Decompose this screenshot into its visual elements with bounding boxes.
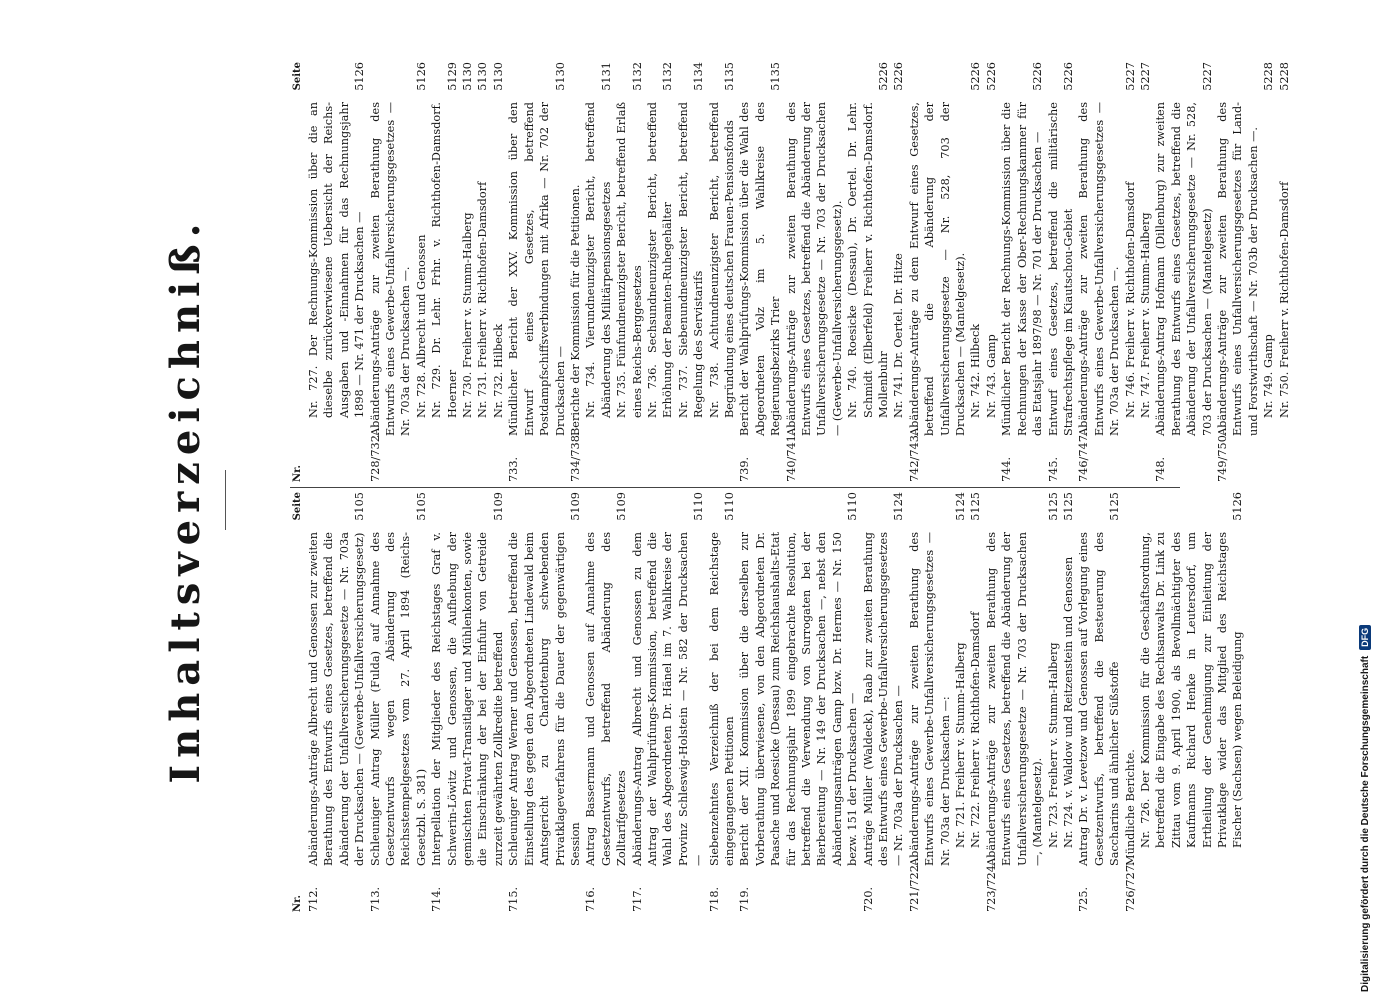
entry-text: Bericht der Wahlprüfungs-Kommission über die Wahl des Abgeordneten Volz im 5. Wahlkreise des Regierungsbezirks Trier xyxy=(738,102,783,436)
toc-entry xyxy=(999,62,1045,482)
entry-text: Nr. 722. Freiherr v. Richthofen-Damsdorf xyxy=(969,611,983,848)
toc-entry xyxy=(1076,492,1122,912)
entry-text: Nr. 742. Hilbeck xyxy=(969,323,983,418)
entry-text: Nr. 740. Roesicke (Dessau), Dr. Oertel. Dr. Lehr. Schmidt (Elberfeld) Freiherr v. Richthofen-Damsdorf. Mollenbuhr xyxy=(846,102,891,418)
toc-entry xyxy=(907,62,969,482)
toc-entry xyxy=(1123,62,1138,482)
entry-number: 721/722. xyxy=(907,861,921,912)
entry-page: 5130 xyxy=(491,62,505,91)
entry-number: 725. xyxy=(1077,886,1091,912)
entry-text: Nr. 746. Freiherr v. Richthofen-Damsdorf xyxy=(1123,181,1137,418)
entry-page: 5135 xyxy=(769,62,783,91)
toc-entry xyxy=(414,62,429,482)
entry-page: 5132 xyxy=(661,62,675,91)
toc-entry xyxy=(784,62,846,482)
number-header: Nr. xyxy=(292,895,303,912)
toc-entry xyxy=(1215,62,1261,482)
entry-text: Nr. 729. Dr. Lehr. Frhr. v. Richthofen-Damsdorf. Hoerner xyxy=(430,102,459,418)
entry-text: Nr. 743. Gamp xyxy=(984,334,998,418)
entry-text: Schleuniger Antrag Müller (Fulda) auf Annahme des Gesetzentwurfs wegen Abänderung des Reichsstempelgesetzes vom 27. April 1894 (Reichs-Gesetzbl. S. 381) xyxy=(368,532,428,866)
entry-text: Anträge Müller (Waldeck), Raab zur zweiten Berathung des Entwurfs eines Gewerbe-Unfallversicherungsgesetzes — Nr. 703a der Drucksachen — xyxy=(861,532,906,866)
entry-page: 5125 xyxy=(969,492,983,521)
entry-text: Nr. 724. v. Waldow und Reitzenstein und Genossen xyxy=(1061,556,1075,848)
title-rule xyxy=(225,470,226,530)
entry-page: 5105 xyxy=(414,492,428,521)
right-column xyxy=(290,62,1291,482)
entry-page: 5130 xyxy=(476,62,490,91)
entry-text: Mündlicher Bericht der Rechnungs-Kommission über die Rechnungen der Kasse der Ober-Rechnungskammer für das Etatsjahr 1897/98 — Nr. 701 der Drucksachen — xyxy=(1000,102,1045,436)
entry-text: Nr. 747. Freiherr v. Stumm-Halberg xyxy=(1138,212,1152,418)
entry-text: Nr. 730. Freiherr v. Stumm-Halberg xyxy=(461,212,475,418)
entry-text: Nr. 721. Freiherr v. Stumm-Halberg xyxy=(954,642,968,848)
entry-text: Abänderungs-Anträge zur zweiten Berathung des Entwurfs eines Unfallversicherungsgesetzes für Land- und Forstwirthschaft — Nr. 703b der Drucksachen —. xyxy=(1215,102,1260,436)
entry-text: Abänderungs-Antrag Albrecht und Genossen zu dem Antrag der Wahlprüfungs-Kommission, betreffend die Wahl des Abgeordneten Dr. Hänel im 7. Wahlkreise der Provinz Schleswig-Holstein — Nr. 582 der Drucksachen — xyxy=(630,532,706,866)
toc-entry xyxy=(968,492,983,912)
toc-entry xyxy=(737,492,860,912)
entry-page: 5135 xyxy=(722,62,736,91)
entry-text: Abänderungs-Anträge zu dem Entwurf eines Gesetzes, betreffend die Abänderung der Unfallversicherungsgesetze — Nr. 528, 703 der Drucksachen — (Mantelgesetz). xyxy=(907,102,968,436)
entry-text: Nr. 728. Albrecht und Genossen xyxy=(414,234,428,418)
entry-page: 5227 xyxy=(1123,62,1137,91)
entry-text: Schleuniger Antrag Werner und Genossen, betreffend die Einstellung des gegen den Abgeordneten Lindewald beim Amtsgericht zu Charlottenburg schwebenden Privatklageverfahrens für die Dauer der gegenwärtigen Session xyxy=(507,532,582,866)
entry-text: Abänderungs-Anträge zur zweiten Berathung des Entwurfs eines Gewerbe-Unfallversicherungsgesetzes — Nr. 703a der Drucksachen —. xyxy=(1077,102,1122,436)
entry-number: 713. xyxy=(368,886,382,912)
toc-entry xyxy=(861,492,907,912)
entry-page: 5125 xyxy=(1108,492,1122,521)
toc-entry xyxy=(1046,62,1077,482)
entry-number: 734/738. xyxy=(568,431,582,482)
entry-text: Nr. 735. Fünfundneunzigster Bericht, betreffend Erlaß eines Reichs-Berggesetzes xyxy=(615,102,644,418)
entry-text: Entwurf eines Gesetzes, betreffend die militärische Strafrechtspflege im Kiautschou-Gebiet xyxy=(1046,102,1075,436)
entry-number: 718. xyxy=(707,886,721,912)
entry-page: 5132 xyxy=(630,62,644,91)
entry-page: 5109 xyxy=(491,492,505,521)
toc-entry xyxy=(368,62,414,482)
entry-page: 5228 xyxy=(1277,62,1291,91)
entry-number: 748. xyxy=(1154,456,1168,482)
entry-text: Nr. 734. Vierundneunzigster Bericht, betreffend Abänderung des Militärpensionsgesetzes xyxy=(584,102,613,418)
entry-page: 5124 xyxy=(892,492,906,521)
toc-entry xyxy=(614,62,645,482)
entry-page: 5125 xyxy=(1061,492,1075,521)
entry-text: Mündlicher Bericht der XXV. Kommission über den Entwurf eines Gesetzes, betreffend Postdampfschiffsverbindungen mit Afrika — Nr. 702 der Drucksachen — xyxy=(507,102,567,436)
toc-entry xyxy=(907,492,953,912)
toc-entry xyxy=(676,62,707,482)
entry-number: 739. xyxy=(738,456,752,482)
entry-page: 5126 xyxy=(414,62,428,91)
entry-number: 716. xyxy=(584,886,598,912)
entry-text: Mündliche Berichte. xyxy=(1123,749,1137,866)
entry-number: 723/724. xyxy=(984,861,998,912)
entry-number: 717. xyxy=(630,886,644,912)
entry-page: 5110 xyxy=(692,492,706,521)
entry-page: 5226 xyxy=(969,62,983,91)
entry-number: 733. xyxy=(507,456,521,482)
entry-text: Nr. 750. Freiherr v. Richthofen-Damsdorf xyxy=(1277,181,1291,418)
toc-entry xyxy=(583,492,629,912)
toc-entry xyxy=(475,62,490,482)
toc-entry xyxy=(630,492,707,912)
entry-page: 5134 xyxy=(692,62,706,91)
entry-text: Berichte der Kommission für die Petitionen. xyxy=(568,184,582,436)
entry-text: Abänderungs-Anträge zur zweiten Berathung des Entwurfs eines Gesetzes, betreffend die Abänderung der Unfallversicherungsgesetze — Nr. 703 der Drucksachen — (Gewerbe-Unfallversicherungsgesetz). xyxy=(784,102,844,436)
entry-text: Nr. 732. Hilbeck xyxy=(491,323,505,418)
entry-number: 719. xyxy=(738,886,752,912)
column-divider xyxy=(290,487,1180,488)
entry-number: 749/750. xyxy=(1215,431,1229,482)
entry-page: 5126 xyxy=(353,62,367,91)
toc-entry xyxy=(429,492,506,912)
entry-text: Abänderungs-Anträge zur zweiten Berathung des Entwurfs eines Gesetzes, betreffend die Abänderung der Unfallversicherungsgesetze — Nr. 703 der Drucksachen —, (Mantelgesetz). xyxy=(984,532,1045,866)
entry-text: Nr. 737. Siebenundneunzigster Bericht, betreffend Regelung des Servistarifs xyxy=(676,102,706,418)
entry-number: 712. xyxy=(307,886,320,912)
left-entry-list xyxy=(306,492,1246,912)
toc-entry xyxy=(491,62,506,482)
toc-entry xyxy=(460,62,475,482)
credit-text: Digitalisierung gefördert durch die Deutsche Forschungsgemeinschaft xyxy=(1359,655,1371,992)
page-title: Inhaltsverzeichniß. xyxy=(162,216,209,784)
right-column-header xyxy=(290,62,306,482)
entry-text: Nr. 736. Sechsundneunzigster Bericht, betreffend Erhöhung der Beamten-Ruhegehälter xyxy=(645,102,675,418)
right-entry-list xyxy=(306,62,1292,482)
toc-entry xyxy=(1123,492,1138,912)
toc-entry xyxy=(506,492,583,912)
entry-number: 720. xyxy=(861,886,875,912)
left-column-header xyxy=(290,492,306,912)
entry-page: 5131 xyxy=(599,62,613,91)
entry-page: 5226 xyxy=(1061,62,1075,91)
toc-entry xyxy=(1138,62,1153,482)
page-header: Seite xyxy=(292,492,303,521)
number-header: Nr. xyxy=(292,465,303,482)
entry-page: 5130 xyxy=(461,62,475,91)
entry-text: Nr. 731. Freiherr v. Richthofen-Damsdorf xyxy=(476,181,490,418)
entry-text: Abänderungs-Anträge zur zweiten Berathung des Entwurfs eines Gewerbe-Unfallversicherungsgesetzes — Nr. 703a der Drucksachen —: xyxy=(907,532,952,866)
entry-page: 5110 xyxy=(846,492,860,521)
entry-number: 742/743. xyxy=(907,431,921,482)
entry-text: Antrag Bassermann und Genossen auf Annahme des Gesetzentwurfs, betreffend Abänderung des Zolltarifgesetzes xyxy=(584,532,629,866)
digitization-credit xyxy=(1359,0,1371,1000)
toc-entry xyxy=(583,62,614,482)
toc-entry xyxy=(368,492,430,912)
entry-page: 5226 xyxy=(892,62,906,91)
entry-text: Nr. 723. Freiherr v. Stumm-Halberg xyxy=(1046,642,1060,848)
toc-entry xyxy=(953,492,968,912)
toc-entry xyxy=(707,62,738,482)
toc-entry xyxy=(707,492,738,912)
toc-entry xyxy=(568,62,583,482)
entry-page: 5227 xyxy=(1138,62,1152,91)
entry-number: 715. xyxy=(507,886,521,912)
entry-page: 5226 xyxy=(1031,62,1045,91)
toc-entry xyxy=(968,62,983,482)
toc-entry xyxy=(737,62,783,482)
entry-page: 5226 xyxy=(877,62,891,91)
entry-text: Abänderungs-Anträge zur zweiten Berathung des Entwurfs eines Gewerbe-Unfallversicherungsgesetzes — Nr. 703a der Drucksachen —. xyxy=(368,102,413,436)
entry-text: Antrag Dr. v. Levetzow und Genossen auf Vorlegung eines Gesetzentwurfs, betreffend die Besteuerung des Saccharins und ähnlicher Süßstoffe xyxy=(1077,532,1122,866)
toc-entry xyxy=(645,62,676,482)
entry-text: Nr. 738. Achtundneunzigster Bericht, betreffend Begründung eines deutschen Frauen-Pensionsfonds xyxy=(707,102,736,418)
entry-text: Nr. 749. Gamp xyxy=(1262,334,1276,418)
toc-entry xyxy=(1277,62,1292,482)
entry-number: 740/741. xyxy=(784,431,798,482)
toc-entry xyxy=(306,62,368,482)
toc-entry xyxy=(984,492,1046,912)
entry-number: 726/727. xyxy=(1123,861,1137,912)
entry-number: 746/747. xyxy=(1077,431,1091,482)
entry-page: 5228 xyxy=(1262,62,1276,91)
entry-text: Siebenzehntes Verzeichniß der bei dem Reichstage eingegangenen Petitionen xyxy=(707,532,736,866)
toc-entry xyxy=(984,62,999,482)
entry-page: 5226 xyxy=(984,62,998,91)
toc-entry xyxy=(306,492,368,912)
entry-text: Bericht der XII. Kommission über die derselben zur Vorberathung überwiesene, von den Abgeordneten Dr. Paasche und Roesicke (Dessau) zum Reichshaushalts-Etat für das Rechnungsjahr 1899 eingebrachte Resolution, betreffend die Verwendung von Surrogaten bei der Bierbereitung — Nr. 149 der Drucksachen —, nebst den Abänderungsanträgen Gamp bzw. Dr. Hermes — Nr. 150 bezw. 151 der Drucksachen — xyxy=(738,532,860,866)
toc-entry xyxy=(1076,62,1122,482)
toc-entry xyxy=(1261,62,1276,482)
entry-text: Interpellation der Mitglieder des Reichstages Graf v. Schwerin-Löwitz und Genossen, die Aufhebung der gemischten Privat-Transitlager und Mühlenkonten, sowie die Einschränkung der bei der Einfuhr von Getreide zurzeit gewährten Zollkredite betreffend xyxy=(430,532,505,866)
entry-page: 5124 xyxy=(954,492,968,521)
toc-entry xyxy=(891,62,906,482)
entry-page: 5110 xyxy=(722,492,736,521)
entry-page: 5125 xyxy=(1046,492,1060,521)
entry-text: Abänderungs-Antrag Hofmann (Dillenburg) zur zweiten Berathung des Entwurfs eines Gesetzes, betreffend die Abänderung der Unfallversicherungsgesetze — Nr. 528, 703 der Drucksachen — (Mantelgesetz) xyxy=(1154,102,1214,436)
toc-entry xyxy=(1046,492,1061,912)
entry-number: 728/732. xyxy=(368,431,382,482)
entry-number: 745. xyxy=(1046,456,1060,482)
entry-text: Nr. 727. Der Rechnungs-Kommission über die an dieselbe zurückverwiesene Uebersicht der Reichs-Ausgaben und -Einnahmen für das Rechnungsjahr 1898 — Nr. 471 der Drucksachen — xyxy=(307,102,367,418)
entry-page: 5109 xyxy=(615,492,629,521)
entry-page: 5130 xyxy=(553,62,567,91)
entry-page: 5227 xyxy=(1200,62,1214,91)
entry-text: Abänderungs-Anträge Albrecht und Genossen zur zweiten Berathung des Entwurfs eines Gesetzes, betreffend die Abänderung der Unfallversicherungsgesetze — Nr. 703a der Drucksachen — (Gewerbe-Unfallversicherungsgesetz) xyxy=(307,532,367,866)
toc-entry xyxy=(429,62,460,482)
toc-entry xyxy=(1153,62,1215,482)
entry-page: 5129 xyxy=(445,62,459,91)
toc-entry xyxy=(506,62,568,482)
toc-entry xyxy=(1061,492,1076,912)
entry-page: 5105 xyxy=(353,492,367,521)
left-column xyxy=(290,492,1245,912)
entry-page: 5126 xyxy=(1231,492,1245,521)
toc-entry xyxy=(1138,492,1246,912)
dfg-logo: DFG xyxy=(1359,625,1371,650)
toc-entry xyxy=(845,62,891,482)
entry-number: 744. xyxy=(1000,456,1014,482)
page-header: Seite xyxy=(292,62,303,91)
entry-number: 714. xyxy=(430,886,444,912)
entry-text: Nr. 741. Dr. Oertel. Dr. Hitze xyxy=(892,253,906,418)
entry-text: Nr. 726. Der Kommission für die Geschäftsordnung, betreffend die Eingabe des Rechtsanwalts Dr. Link zu Zittau vom 9. April 1900, als Bevollmächtigter des Kaufmanns Richard Henke in Leutersdorf, um Ertheilung der Genehmigung zur Einleitung der Privatklage wider das Mitglied des Reichstages Fischer (Sachsen) wegen Beleidigung xyxy=(1138,532,1245,848)
entry-page: 5109 xyxy=(568,492,582,521)
